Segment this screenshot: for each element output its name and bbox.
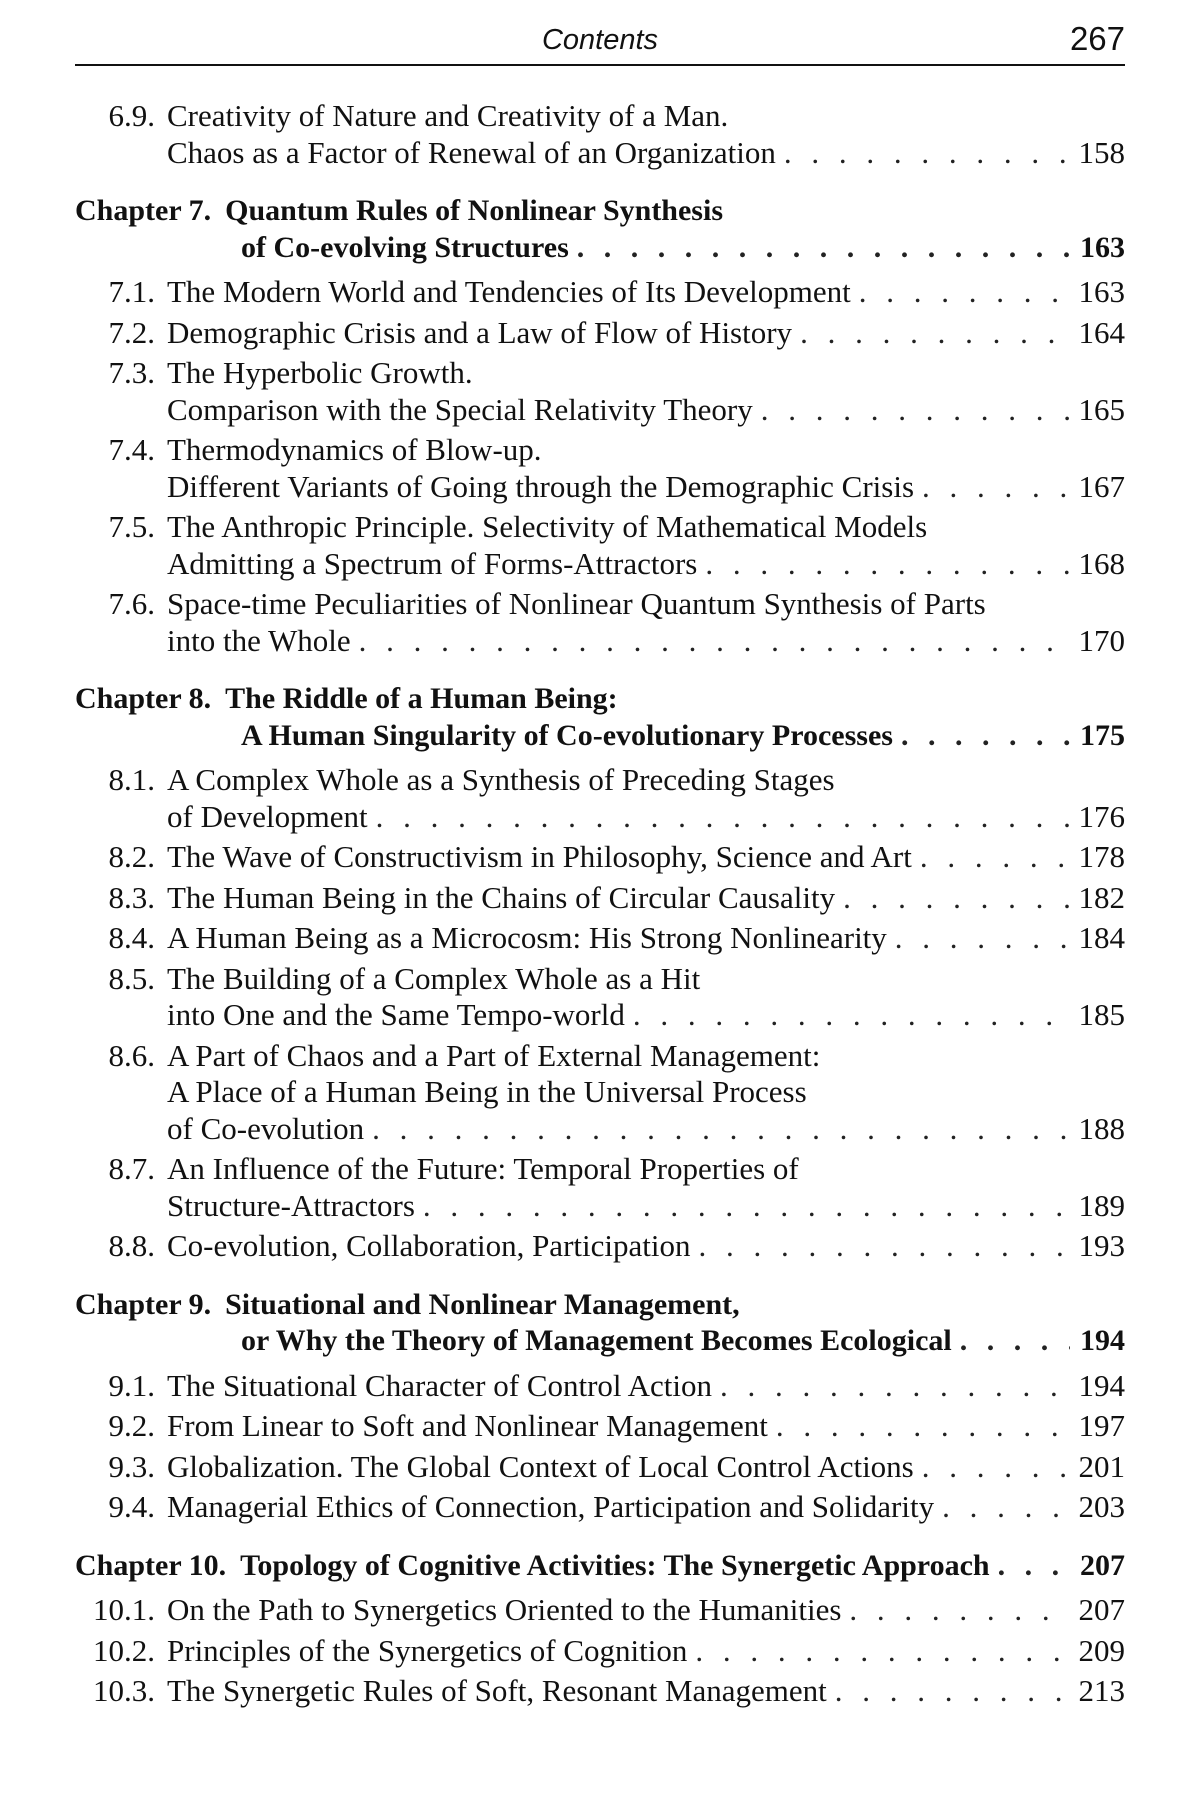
toc-line <box>75 762 1125 799</box>
dot-leader <box>695 1633 1068 1670</box>
section-number: 7.1. <box>108 274 155 309</box>
section-title: The Synergetic Rules of Soft, Resonant Management <box>167 1673 827 1708</box>
chapter-title: or Why the Theory of Management Becomes Ecological <box>241 1324 952 1357</box>
section-number: 7.6. <box>108 586 155 621</box>
dot-leader <box>849 1592 1068 1629</box>
toc-line <box>75 1633 1125 1670</box>
page-ref: 164 <box>1078 314 1125 350</box>
toc-line <box>75 1111 1125 1148</box>
toc-line <box>75 1592 1125 1629</box>
toc-entry[interactable] <box>75 509 1125 582</box>
section-title: Thermodynamics of Blow-up. <box>167 432 542 467</box>
toc-entry[interactable] <box>75 1673 1125 1710</box>
table-of-contents <box>75 98 1125 1714</box>
toc-line <box>75 1673 1125 1710</box>
toc-line <box>75 997 1125 1034</box>
dot-leader <box>761 392 1069 429</box>
toc-line <box>75 920 1125 957</box>
page-ref: 170 <box>1078 622 1125 658</box>
section-number: 8.8. <box>108 1228 155 1263</box>
dot-leader <box>843 880 1068 917</box>
section-number: 8.7. <box>108 1151 155 1186</box>
page-ref: 158 <box>1078 134 1125 170</box>
section-title: The Human Being in the Chains of Circular Causality <box>167 879 836 915</box>
toc-line <box>75 839 1125 876</box>
chapter-title: Quantum Rules of Nonlinear Synthesis <box>225 194 723 227</box>
toc-entry[interactable] <box>75 880 1125 917</box>
page-ref: 182 <box>1078 879 1125 915</box>
running-head <box>75 20 1125 60</box>
section-title: A Complex Whole as a Synthesis of Preceding Stages <box>167 762 835 797</box>
toc-line <box>75 961 1125 998</box>
section-number: 10.2. <box>93 1632 155 1668</box>
section-number: 7.4. <box>108 432 155 467</box>
dot-leader <box>800 315 1068 352</box>
toc-line <box>75 799 1125 836</box>
toc-entry[interactable] <box>75 586 1125 659</box>
toc-line <box>75 880 1125 917</box>
page-ref: 167 <box>1078 468 1125 504</box>
toc-line <box>75 546 1125 583</box>
dot-leader <box>942 1489 1068 1526</box>
section-title: A Part of Chaos and a Part of External Management: <box>167 1037 821 1073</box>
page-ref: 188 <box>1078 1110 1125 1146</box>
toc-entry[interactable] <box>75 762 1125 835</box>
section-title: Space-time Peculiarities of Nonlinear Quantum Synthesis of Parts <box>167 586 986 621</box>
page-ref: 165 <box>1078 391 1125 427</box>
section-title: Creativity of Nature and Creativity of a Man. <box>167 98 729 133</box>
toc-line <box>75 469 1125 506</box>
toc-line <box>75 1408 1125 1445</box>
page-ref: 213 <box>1078 1673 1125 1708</box>
dot-leader <box>920 839 1069 876</box>
dot-leader <box>922 469 1068 506</box>
toc-line <box>75 1074 1125 1111</box>
page-ref: 176 <box>1078 798 1125 834</box>
dot-leader <box>372 1111 1068 1148</box>
toc-line <box>75 1228 1125 1265</box>
toc-line <box>75 1287 1125 1324</box>
page-ref: 175 <box>1080 718 1125 752</box>
section-title: A Human Being as a Microcosm: His Strong Nonlinearity <box>167 920 887 955</box>
toc-line <box>75 1188 1125 1225</box>
chapter-title: Situational and Nonlinear Management, <box>225 1287 740 1321</box>
toc-line <box>75 718 1125 755</box>
section-title: The Wave of Constructivism in Philosophy, Science and Art <box>167 839 912 874</box>
section-title: The Anthropic Principle. Selectivity of Mathematical Models <box>167 509 928 544</box>
toc-entry[interactable] <box>75 315 1125 352</box>
toc-entry[interactable] <box>75 432 1125 505</box>
toc-line <box>75 432 1125 469</box>
chapter-title: of Co-evolving Structures <box>241 230 569 264</box>
toc-line <box>75 355 1125 392</box>
toc-line <box>75 586 1125 623</box>
page-ref: 201 <box>1078 1448 1125 1484</box>
toc-entry[interactable] <box>75 1592 1125 1629</box>
toc-line <box>75 135 1125 172</box>
toc-line <box>75 315 1125 352</box>
page-ref: 193 <box>1078 1228 1125 1263</box>
section-number: 8.5. <box>108 960 155 996</box>
toc-entry[interactable] <box>75 1633 1125 1670</box>
toc-line <box>75 1368 1125 1405</box>
toc-entry[interactable] <box>75 355 1125 428</box>
section-title: Admitting a Spectrum of Forms-Attractors <box>167 545 698 581</box>
page-ref: 178 <box>1078 839 1125 874</box>
page-ref: 207 <box>1080 1548 1125 1582</box>
dot-leader <box>901 718 1070 755</box>
section-title: into One and the Same Tempo-world <box>167 997 625 1032</box>
dot-leader <box>922 1449 1069 1486</box>
dot-leader <box>960 1323 1070 1360</box>
section-number: 7.2. <box>108 314 155 350</box>
toc-chapter[interactable] <box>75 1287 1125 1360</box>
chapter-label: Chapter 7. <box>75 194 212 227</box>
dot-leader <box>359 623 1069 660</box>
section-title: The Building of a Complex Whole as a Hit <box>167 960 701 996</box>
running-title: Contents <box>541 24 659 56</box>
page-ref: 184 <box>1078 920 1125 955</box>
section-title: From Linear to Soft and Nonlinear Management <box>167 1408 768 1443</box>
toc-line <box>75 1548 1125 1585</box>
page-number: 267 <box>1069 20 1125 57</box>
toc-line <box>75 681 1125 718</box>
section-number: 8.1. <box>108 762 155 797</box>
toc-entry[interactable] <box>75 920 1125 957</box>
section-number: 7.5. <box>108 509 155 544</box>
page-ref: 203 <box>1078 1489 1125 1524</box>
section-title: An Influence of the Future: Temporal Properties of <box>167 1151 799 1186</box>
toc-entry[interactable] <box>75 1038 1125 1148</box>
toc-entry[interactable] <box>75 274 1125 311</box>
chapter-label: Chapter 8. <box>75 682 212 715</box>
section-title: Different Variants of Going through the Demographic Crisis <box>167 468 915 504</box>
chapter-label: Chapter 9. <box>75 1287 212 1321</box>
dot-leader <box>895 920 1069 957</box>
dot-leader <box>698 1228 1068 1265</box>
section-title: of Co-evolution <box>167 1110 365 1146</box>
section-title: Principles of the Synergetics of Cognition <box>167 1632 688 1668</box>
section-number: 10.1. <box>93 1592 155 1627</box>
page-ref: 209 <box>1078 1632 1125 1668</box>
toc-entry[interactable] <box>75 1368 1125 1405</box>
section-number: 8.2. <box>108 839 155 874</box>
dot-leader <box>633 997 1069 1034</box>
toc-entry[interactable] <box>75 1449 1125 1486</box>
dot-leader <box>998 1548 1070 1585</box>
section-number: 9.3. <box>108 1448 155 1484</box>
section-title: Comparison with the Special Relativity Theory <box>167 391 753 427</box>
header-rule <box>75 64 1125 66</box>
page-ref: 189 <box>1078 1187 1125 1223</box>
dot-leader <box>705 546 1068 583</box>
section-number: 6.9. <box>108 98 155 133</box>
section-title: The Modern World and Tendencies of Its Development <box>167 274 851 309</box>
toc-entry[interactable] <box>75 839 1125 876</box>
section-title: Managerial Ethics of Connection, Participation and Solidarity <box>167 1489 935 1524</box>
section-title: Chaos as a Factor of Renewal of an Organization <box>167 134 776 170</box>
toc-entry[interactable] <box>75 1408 1125 1445</box>
section-number: 8.6. <box>108 1037 155 1073</box>
section-title: Globalization. The Global Context of Local Control Actions <box>167 1448 914 1484</box>
chapter-label: Chapter 10. <box>75 1548 227 1582</box>
dot-leader <box>376 799 1069 836</box>
dot-leader <box>577 230 1070 267</box>
page-ref: 163 <box>1080 230 1125 264</box>
section-title: of Development <box>167 798 368 834</box>
toc-entry[interactable] <box>75 1151 1125 1224</box>
toc-entry[interactable] <box>75 961 1125 1034</box>
page-ref: 197 <box>1078 1408 1125 1443</box>
dot-leader <box>859 274 1069 311</box>
section-number: 9.2. <box>108 1408 155 1443</box>
section-title: On the Path to Synergetics Oriented to the Humanities <box>167 1592 842 1627</box>
dot-leader <box>784 135 1069 172</box>
toc-line <box>75 1038 1125 1075</box>
dot-leader <box>835 1673 1069 1710</box>
section-number: 9.4. <box>108 1489 155 1524</box>
page-ref: 207 <box>1078 1592 1125 1627</box>
toc-entry[interactable] <box>75 98 1125 171</box>
section-number: 9.1. <box>108 1367 155 1403</box>
section-number: 8.4. <box>108 920 155 955</box>
toc-line <box>75 1489 1125 1526</box>
section-title: A Place of a Human Being in the Universal Process <box>167 1074 807 1109</box>
chapter-title: The Riddle of a Human Being: <box>225 682 618 715</box>
chapter-title: Topology of Cognitive Activities: The Synergetic Approach <box>240 1548 990 1582</box>
toc-entry[interactable] <box>75 1228 1125 1265</box>
toc-line <box>75 1449 1125 1486</box>
toc-line <box>75 623 1125 660</box>
toc-entry[interactable] <box>75 1489 1125 1526</box>
toc-line <box>75 509 1125 546</box>
page-ref: 163 <box>1078 274 1125 309</box>
page-ref: 194 <box>1080 1324 1125 1357</box>
section-title: into the Whole <box>167 622 351 658</box>
page-ref: 168 <box>1078 545 1125 581</box>
toc-line <box>75 392 1125 429</box>
toc-line <box>75 193 1125 230</box>
toc-line <box>75 1151 1125 1188</box>
dot-leader <box>423 1188 1069 1225</box>
section-title: Co-evolution, Collaboration, Participation <box>167 1228 691 1263</box>
section-title: The Situational Character of Control Action <box>167 1367 712 1403</box>
toc-chapter[interactable] <box>75 1548 1125 1585</box>
dot-leader <box>720 1368 1069 1405</box>
toc-chapter[interactable] <box>75 193 1125 266</box>
toc-line <box>75 1323 1125 1360</box>
toc-line <box>75 98 1125 135</box>
section-number: 10.3. <box>93 1673 155 1708</box>
page-ref: 194 <box>1078 1367 1125 1403</box>
toc-line <box>75 274 1125 311</box>
section-title: Demographic Crisis and a Law of Flow of History <box>167 314 793 350</box>
toc-chapter[interactable] <box>75 681 1125 754</box>
toc-line <box>75 230 1125 267</box>
section-number: 8.3. <box>108 879 155 915</box>
section-title: The Hyperbolic Growth. <box>167 355 473 390</box>
chapter-title: A Human Singularity of Co-evolutionary Processes <box>241 718 893 752</box>
dot-leader <box>776 1408 1069 1445</box>
section-number: 7.3. <box>108 355 155 390</box>
page-ref: 185 <box>1078 997 1125 1032</box>
section-title: Structure-Attractors <box>167 1187 415 1223</box>
